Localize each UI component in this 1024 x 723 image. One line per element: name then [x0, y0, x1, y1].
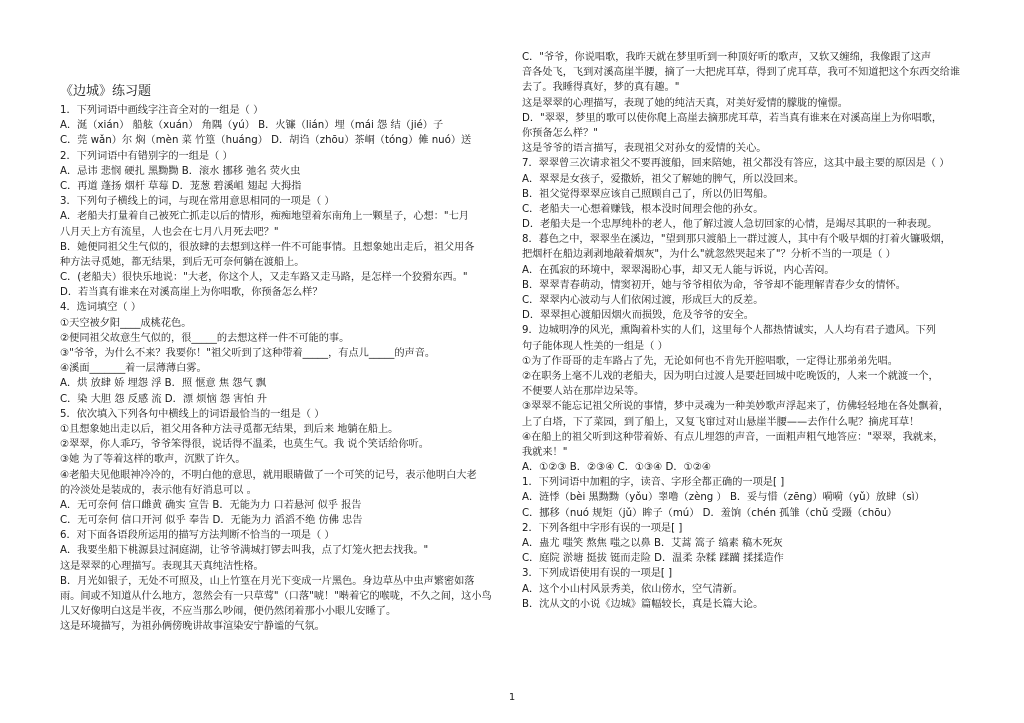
- text-line: 这是环境描写，为祖孙俩傍晚讲故事渲染安宁静谧的气氛。: [60, 621, 325, 633]
- text-line: ②在职务上毫不儿戏的老船夫，因为明白过渡人是要赶回城中吃晚饭的，人来一个就渡一个，: [522, 370, 939, 382]
- text-line: A．这个小山村风景秀美，依山傍水，空气清新。: [522, 583, 743, 595]
- page-title: 《边城》练习题: [60, 84, 152, 99]
- text-line: 1．下列词语中加粗的字，读音、字形全都正确的一项是[ ]: [522, 477, 785, 489]
- text-line: 雨。间或不知道从什么地方，忽然会有一只草莺"（口落"唬！"啭着它的喉咙，不久之间，这小鸟: [60, 591, 492, 602]
- text-line: C．无可奈何 信口开河 似乎 奉告 D．无能为力 滔滔不绝 仿佛 忠告: [60, 515, 363, 527]
- left-column: [60, 80, 510, 635]
- text-line: B．翠翠青春萌动，情窦初开，她与爷爷相依为命，爷爷却不能理解青春少女的情怀。: [522, 279, 906, 291]
- text-line: 句子能体现人性美的一组是（ ）: [522, 340, 668, 352]
- text-line: A．蛊尤 嗤笑 熬焦 嗤之以鼻 B．艾蒿 篙子 缟素 稿木死灰: [522, 538, 783, 549]
- text-line: 你预备怎么样？": [522, 127, 598, 139]
- text-line: 把烟杆在船边剥剥地敲着烟灰"，为什么"就忽然哭起来了"？分析不当的一项是（ ）: [522, 249, 896, 261]
- text-line: 不便要人站在那岸边呆等。: [522, 386, 645, 398]
- text-line: C．莞 wǎn）尔 焖（mèn 菜 竹篁（huáng） D．胡诌（zhōu）茶峒（tóng）傩 nuó）送: [60, 135, 472, 147]
- text-line: A．翠翠是女孩子，爱撒娇，祖父了解她的脾气，所以没回来。: [522, 173, 805, 185]
- text-line: 的冷淡处是装成的，表示他有好消息可以 。: [60, 484, 257, 496]
- text-line: 这是翠翠的心理描写。表现其天真纯洁性格。: [60, 560, 264, 572]
- text-line: 7．翠翠曾三次请求祖父不要再渡船，回来陪她，祖父都没有答应，这其中最主要的原因是（ ）: [522, 158, 950, 170]
- text-line: 上了白塔，下了菜园，到了船上，又复飞窜过对山悬崖半腰——去作什么呢？摘虎耳草！: [522, 416, 920, 428]
- text-line: B．月光如银子，无处不可照及，山上竹篁在月光下变成一片黑色。身边草丛中虫声繁密如落: [60, 575, 475, 587]
- text-line: 这是翠翠的心理描写，表现了她的纯洁天真，对美好爱情的朦胧的憧憬。: [522, 97, 848, 109]
- text-line: A．老船夫打量着自己被死亡抓走以后的情形，痴痴地望着东南角上一颗星子，心想："七月: [60, 211, 469, 223]
- text-line: ③翠翠不能忘记祖父所说的事情，梦中灵魂为一种美妙歌声浮起来了，仿佛轻轻地在各处飘着，: [522, 401, 949, 413]
- left-question-lines: [60, 103, 510, 635]
- text-line: ①天空被夕阳____成桃花色。: [60, 317, 192, 329]
- text-line: 4．选词填空（ ）: [60, 302, 142, 314]
- text-line: ③她 为了等着这样的歌声，沉默了许久。: [60, 454, 246, 466]
- text-line: 这是爷爷的语言描写，表现祖父对孙女的爱情的关心。: [522, 143, 767, 155]
- text-line: A．烘 放肆 娇 埋怨 浮 B．照 惬意 焦 怨气 飘: [60, 378, 267, 390]
- text-line: D．"翠翠，梦里的歌可以使你爬上高崖去摘那虎耳草，若当真有谁来在对溪高崖上为你唱歌，: [522, 112, 943, 124]
- text-line: ②翠翠，你人乖巧，爷爷笨得很，说话得不温柔，也莫生气。我 说个笑话给你听。: [60, 439, 429, 451]
- text-line: A．涟悸（bèi 黑黝黝（yǒu）睾噜（zèng ） B．妥与惜（zēng）嗬嗬（yǔ）放肆（sì）: [522, 492, 925, 504]
- text-line: D．翠翠担心渡船因烟火而损毁，危及爷爷的安全。: [522, 310, 754, 322]
- right-question-lines: [522, 50, 974, 612]
- text-line: 5．依次填入下列各句中横线上的词语最恰当的一组是（ ）: [60, 408, 325, 420]
- text-line: 种方法寻觅她，都无结果，到后无可奈何躺在渡船上。: [60, 256, 305, 268]
- text-line: 2．下列词语中有错别字的一组是（ ）: [60, 150, 233, 162]
- text-line: 去了。我睡得真好，梦的真有趣。": [522, 82, 680, 94]
- text-line: ④老船夫见他眼神冷冷的，不明白他的意思，就用眼睛做了一个可笑的记号，表示他明白大老: [60, 469, 477, 481]
- text-line: 3．下列句子横线上的词，与现在常用意思相同的一项是（ ）: [60, 196, 335, 208]
- text-line: D．老船夫是一个忠厚纯朴的老人，他了解过渡人急切回家的心情，是竭尽其职的一种表现。: [522, 219, 938, 231]
- text-line: C．再道 蓬扬 烟杆 草莓 D．茏葱 碧溪岨 翅起 大拇指: [60, 180, 302, 192]
- text-line: 1．下列词语中画线字注音全对的一组是（ ）: [60, 105, 264, 116]
- text-line: 8．暮色之中，翠翠坐在溪边，"望到那只渡船上一群过渡人，其中有个吸早烟的打着火镰吸烟，: [522, 234, 951, 246]
- text-line: 八月天上方有流星，人也会在七月八月死去吧？": [60, 226, 279, 238]
- text-line: 2．下列各组中字形有误的一项是[ ]: [522, 522, 683, 534]
- text-line: 儿又好像明白这是半夜，不应当那么吵闹，便仍然闭着那小小眼儿安睡了。: [60, 606, 397, 618]
- text-line: A．在孤寂的环境中，翠翠渴盼心事，却又无人能与诉说，内心苦闷。: [522, 264, 835, 276]
- text-line: C．"爷爷，你说唱歌，我昨天就在梦里听到一种顶好听的歌声，又软又缠绵，我像跟了这声: [522, 52, 932, 63]
- text-line: A．无可奈何 信口雌黄 确实 宣告 B．无能为力 口若悬河 似乎 报告: [60, 499, 362, 511]
- text-line: A．涎（xián） 船舷（xuán） 角隅（yú） B．火镰（lián）埋（mái 怨 结（jié）子: [60, 120, 444, 132]
- text-line: ④在船上的祖父听到这种带着娇、有点儿埋怨的声音，一面粗声粗气地答应："翠翠，我就来，: [522, 431, 944, 443]
- text-line: C．老船夫一心想着赚钱，根本没时间理会他的孙女。: [522, 203, 764, 215]
- text-line: ①且想象她出走以后，祖父用各种方法寻觅都无结果，到后来 地躺在船上。: [60, 423, 399, 435]
- text-line: A．①②③ B．②③④ C．①③④ D．①②④: [522, 462, 711, 474]
- text-line: ④溪面_______着一层薄薄白雾。: [60, 363, 207, 375]
- page-number: 1: [508, 692, 516, 703]
- text-line: 6．对下面各语段所运用的描写方法判断不恰当的一项是（ ）: [60, 530, 335, 542]
- text-line: A．忌讳 悲悯 硬扎 黑黝黝 B．滚水 挪移 弛名 荧火虫: [60, 165, 301, 177]
- text-line: 9．边城明净的风光，熏陶着朴实的人们，这里每个人都热情诚实，人人均有君子遗风。下列: [522, 325, 936, 337]
- right-column: [522, 50, 974, 612]
- text-line: 我就来！": [522, 446, 568, 458]
- text-line: ②便同祖父故意生气似的，很_____的去想这样一件不可能的事。: [60, 332, 350, 344]
- text-line: C．翠翠内心波动与人们依闲过渡，形成巨大的反差。: [522, 295, 764, 306]
- text-line: C．庭院 淤塘 挺拔 铤而走险 D．温柔 杂糅 蹂躏 揉揉造作: [522, 553, 784, 565]
- text-line: ③"爷爷，为什么不来？我要你！"祖父听到了这种带着_____，有点儿_____的声音。: [60, 348, 436, 359]
- text-line: B．她便同祖父生气似的，很放肆的去想到这样一件不可能事情。且想象她出走后，祖父用各: [60, 241, 475, 253]
- text-line: C．(老船夫）很快乐地说："大老，你这个人，又走车路又走马路，是怎样一个狡猾东西。": [60, 272, 468, 284]
- text-line: B．沈从文的小说《边城》篇幅较长，真是长篇大论。: [522, 598, 764, 610]
- text-line: B．祖父觉得翠翠应该自己照顾自己了，所以仍旧驾船。: [522, 188, 774, 200]
- text-line: C．挪移（nuó 规矩（jǔ）眸子（mú） D．羞饷（chén 孤雏（chǔ 受蹑（chōu）: [522, 507, 898, 519]
- text-line: D．若当真有谁来在对溪高崖上为你唱歌，你预备怎么样？: [60, 287, 323, 299]
- text-line: 3．下列成语使用有误的一项是[ ]: [522, 568, 673, 580]
- text-line: ①为了作哥哥的走车路占了先，无论如何也不肯先开腔唱歌，一定得让那弟弟先唱。: [522, 355, 898, 367]
- text-line: C．染 大胆 怨 反感 流 D．漂 烦恼 怨 害怕 升: [60, 393, 268, 405]
- text-line: 音各处飞，飞到对溪高崖半腰，摘了一大把虎耳草，得到了虎耳草，我可不知道把这个东西交给谁: [522, 67, 961, 79]
- text-line: A．我要坐船下桃源县过洞庭湖，让爷爷满城打锣去叫我，点了灯笼火把去找我。": [60, 545, 429, 557]
